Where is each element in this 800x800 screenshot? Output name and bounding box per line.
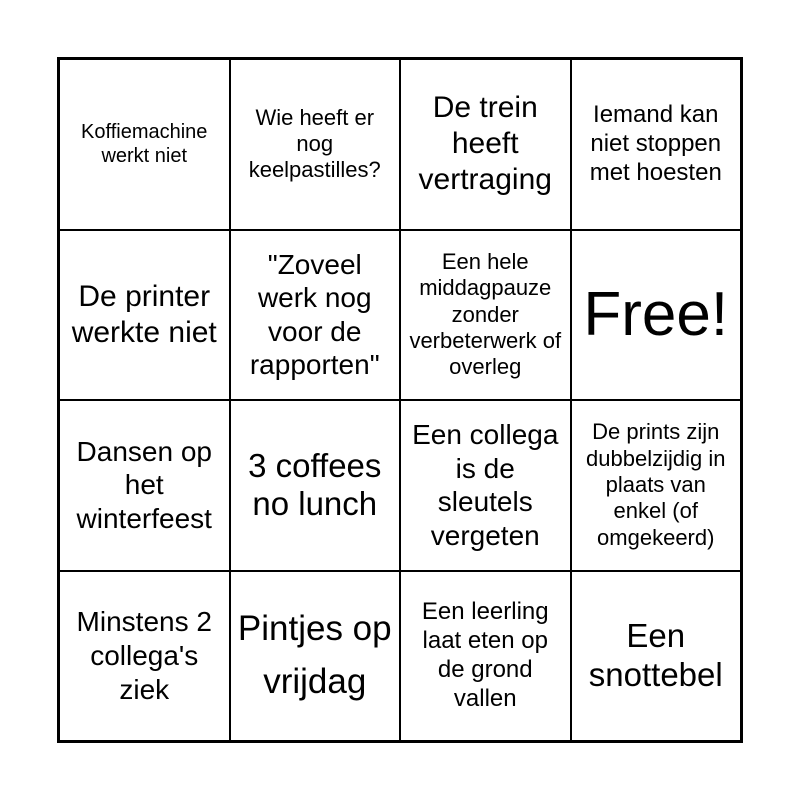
bingo-cell[interactable] <box>59 230 230 401</box>
bingo-cell[interactable] <box>230 230 401 401</box>
cell-text: De trein heeft vertraging <box>418 91 552 197</box>
bingo-board <box>57 57 743 743</box>
cell-text: Pintjes op vrijdag <box>237 609 392 701</box>
bingo-cell[interactable] <box>400 400 571 571</box>
free-cell[interactable] <box>571 230 742 401</box>
cell-text: De printer werkte niet <box>71 279 217 349</box>
cell-text: Wie heeft er nog keelpastilles? <box>248 104 381 183</box>
bingo-cell[interactable] <box>400 571 571 742</box>
bingo-cell[interactable] <box>230 400 401 571</box>
cell-text: Een hele middagpauze zonder verbeterwerk of overleg <box>409 248 562 380</box>
cell-text: Free! <box>583 279 729 349</box>
bingo-cell[interactable] <box>59 59 230 230</box>
cell-text: "Zoveel werk nog voor de rapporten" <box>249 248 380 381</box>
cell-text: Minstens 2 collega's ziek <box>76 606 212 705</box>
cell-text: Een collega is de sleutels vergeten <box>412 419 559 551</box>
cell-text: Een snottebel <box>588 617 723 693</box>
bingo-cell[interactable] <box>571 571 742 742</box>
bingo-cell[interactable] <box>59 400 230 571</box>
bingo-cell[interactable] <box>230 59 401 230</box>
cell-text: Een leerling laat eten op de grond vallen <box>421 598 549 712</box>
bingo-cell[interactable] <box>571 400 742 571</box>
cell-text: Dansen op het winterfeest <box>76 435 212 535</box>
bingo-cell[interactable] <box>59 571 230 742</box>
cell-text: 3 coffees no lunch <box>248 446 382 523</box>
bingo-cell[interactable] <box>230 571 401 742</box>
bingo-cell[interactable] <box>400 59 571 230</box>
cell-text: Koffiemachine werkt niet <box>81 121 208 168</box>
bingo-cell[interactable] <box>400 230 571 401</box>
cell-text: Iemand kan niet stoppen met hoesten <box>589 101 722 186</box>
bingo-cell[interactable] <box>571 59 742 230</box>
cell-text: De prints zijn dubbelzijdig in plaats van enkel (of omgekeerd) <box>586 419 726 550</box>
